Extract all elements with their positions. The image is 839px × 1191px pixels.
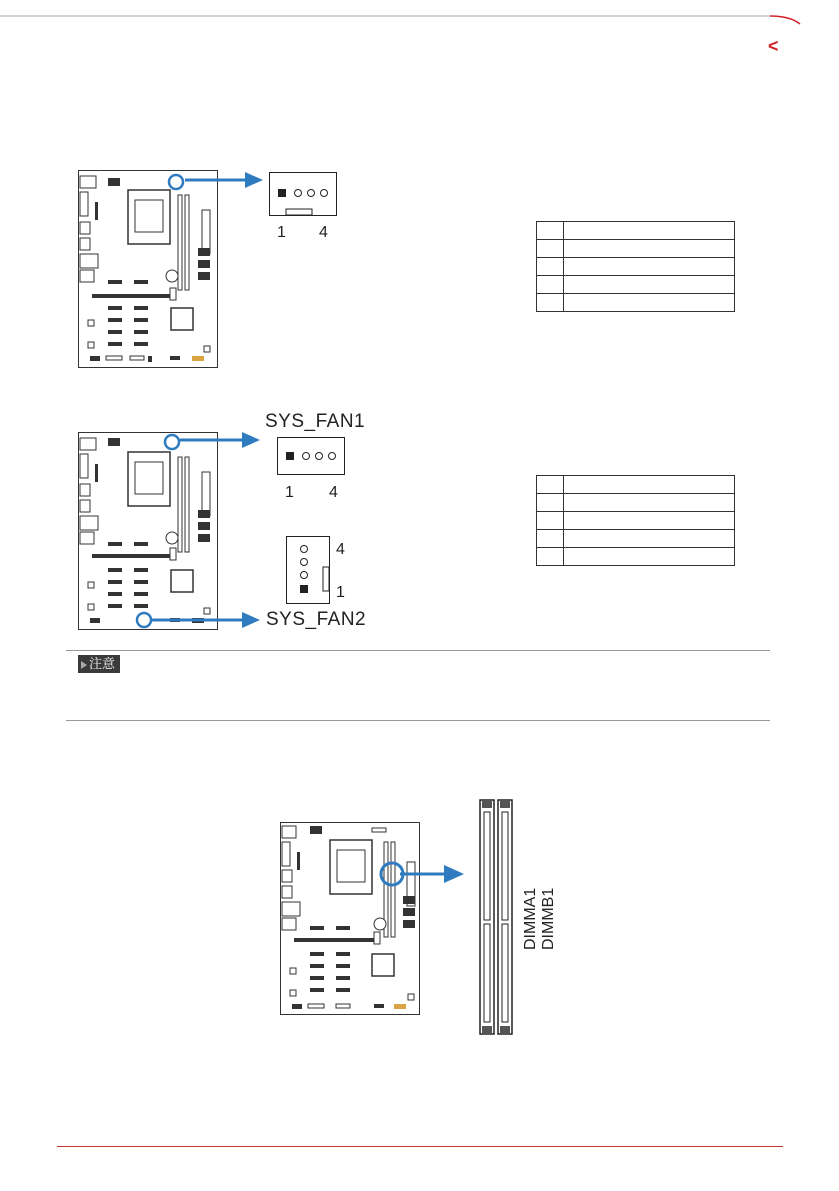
note-bottom-divider: [66, 720, 770, 721]
dimm-slots-diagram: [476, 798, 518, 1036]
pin-1-label: 1: [277, 224, 286, 241]
motherboard-diagram-dimm: [280, 822, 420, 1015]
sys-fan-pin-table: [536, 475, 735, 566]
table-row: [537, 530, 735, 548]
fan-pin-layout: [278, 438, 344, 474]
sys-fan1-header: [277, 437, 345, 475]
note-badge: [78, 655, 120, 673]
table-row: [537, 222, 735, 240]
cpu-fan-header: [269, 172, 337, 216]
sys-fan2-header: [286, 536, 330, 604]
table-row: [537, 240, 735, 258]
dimm-b1-label: DIMMB1: [540, 887, 557, 950]
table-row: [537, 476, 735, 494]
table-row: [537, 548, 735, 566]
motherboard-diagram-sys-fan: [78, 432, 218, 630]
note-top-divider: [66, 650, 770, 651]
pin-4-label: 4: [336, 541, 345, 558]
table-row: [537, 276, 735, 294]
note-badge-label: 注意: [89, 656, 116, 671]
pin-1-label: 1: [336, 584, 345, 601]
pointer-arrow: [180, 432, 262, 448]
pointer-arrow: [150, 612, 262, 628]
pointer-arrow: [185, 172, 265, 188]
table-row: [537, 294, 735, 312]
fan-pin-layout: [270, 173, 336, 215]
table-row: [537, 258, 735, 276]
motherboard-diagram-cpu-fan: [78, 170, 218, 368]
header-rule: [0, 14, 839, 26]
chevron-left-icon[interactable]: <: [768, 36, 779, 56]
dimm-a1-label: DIMMA1: [522, 887, 539, 950]
footer-divider: [57, 1146, 783, 1147]
sys-fan2-title: SYS_FAN2: [266, 609, 367, 630]
pointer-arrow: [400, 865, 466, 883]
cpu-fan-pin-table: [536, 221, 735, 312]
pin-1-label: 1: [285, 484, 294, 501]
pin-4-label: 4: [329, 484, 338, 501]
table-row: [537, 512, 735, 530]
fan-pin-layout: [287, 537, 329, 603]
sys-fan1-title: SYS_FAN1: [265, 411, 366, 432]
table-row: [537, 494, 735, 512]
triangle-icon: [81, 661, 87, 669]
pin-4-label: 4: [319, 224, 328, 241]
